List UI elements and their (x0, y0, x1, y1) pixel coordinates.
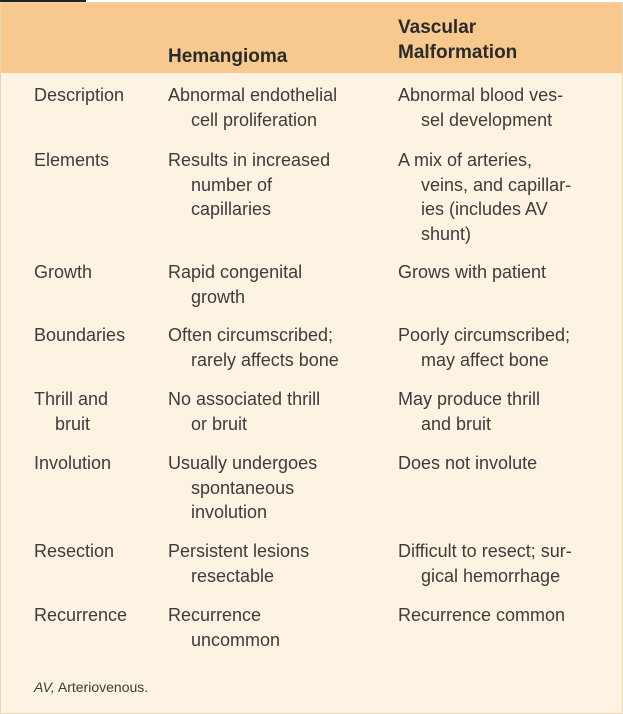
vascular-malformation-cell (398, 323, 610, 372)
footnote-abbr: AV, (34, 679, 55, 695)
hemangioma-cell-line: Usually undergoes (168, 453, 318, 473)
feature-cell (34, 387, 156, 436)
hemangioma-cell-line: No associated thrill (168, 389, 321, 409)
feature-cell-line: Description (34, 85, 125, 105)
vascular-malformation-cell-line: A mix of arteries, (398, 150, 533, 170)
vascular-malformation-cell-line: May produce thrill (398, 389, 541, 409)
feature-cell (34, 451, 156, 476)
hemangioma-cell-line: number of (191, 174, 273, 195)
hemangioma-cell-line: involution (191, 502, 268, 522)
vascular-malformation-cell (398, 539, 610, 588)
vascular-malformation-cell-line: gical hemorrhage (421, 565, 561, 586)
hemangioma-cell (168, 323, 383, 372)
feature-cell-line: Elements (34, 150, 110, 170)
hemangioma-cell-line: Persistent lesions (168, 541, 310, 561)
hemangioma-cell-line: Results in increased (168, 150, 331, 170)
feature-cell (34, 323, 156, 348)
feature-cell-line: Involution (34, 453, 112, 473)
header-vascular-line2: Malformation (398, 42, 518, 63)
vascular-malformation-cell-line: and bruit (421, 413, 492, 434)
hemangioma-cell-line: spontaneous (191, 477, 295, 498)
hemangioma-cell-line: or bruit (191, 413, 248, 434)
vascular-malformation-cell-line: Does not involute (398, 453, 538, 473)
vascular-malformation-cell (398, 387, 610, 436)
footnote-text: Arteriovenous. (54, 679, 149, 695)
hemangioma-cell-line: cell proliferation (191, 109, 318, 130)
feature-cell (34, 603, 156, 628)
table-footnote (34, 679, 148, 695)
vascular-malformation-cell (398, 148, 610, 246)
hemangioma-cell-line: Abnormal endothelial (168, 85, 338, 105)
hemangioma-cell (168, 603, 383, 652)
hemangioma-cell (168, 83, 383, 132)
feature-cell (34, 260, 156, 285)
vascular-malformation-cell-line: veins, and capillar- (421, 174, 572, 195)
hemangioma-cell (168, 387, 383, 436)
hemangioma-cell-line: Often circumscribed; (168, 325, 334, 345)
header-vascular-malformation (398, 15, 608, 65)
feature-cell-line: Boundaries (34, 325, 126, 345)
comparison-table (0, 2, 623, 714)
vascular-malformation-cell-line: Poorly circumscribed; (398, 325, 571, 345)
vascular-malformation-cell-line: sel development (421, 109, 553, 130)
vascular-malformation-cell (398, 83, 610, 132)
hemangioma-cell (168, 148, 383, 222)
feature-cell (34, 539, 156, 564)
vascular-malformation-cell (398, 451, 610, 476)
feature-cell-line: Resection (34, 541, 115, 561)
hemangioma-cell-line: capillaries (191, 199, 272, 219)
hemangioma-cell (168, 260, 383, 309)
hemangioma-cell-line: Rapid congenital (168, 262, 303, 282)
vascular-malformation-cell-line: Abnormal blood ves- (398, 85, 564, 105)
header-hemangioma: Hemangioma (168, 46, 288, 67)
hemangioma-cell (168, 539, 383, 588)
hemangioma-cell-line: resectable (191, 565, 275, 586)
hemangioma-cell-line: growth (191, 286, 246, 307)
vascular-malformation-cell-line: ies (includes AV (421, 199, 548, 219)
hemangioma-cell-line: rarely affects bone (191, 349, 339, 370)
table-header (1, 3, 622, 73)
header-vascular-line1: Vascular (398, 17, 477, 38)
feature-cell-line: Thrill and (34, 389, 109, 409)
vascular-malformation-cell (398, 260, 610, 285)
feature-cell-line: Growth (34, 262, 93, 282)
vascular-malformation-cell (398, 603, 610, 628)
hemangioma-cell-line: Recurrence (168, 605, 262, 625)
vascular-malformation-cell-line: shunt) (421, 223, 472, 244)
vascular-malformation-cell-line: Grows with patient (398, 262, 547, 282)
vascular-malformation-cell-line: Difficult to resect; sur- (398, 541, 572, 561)
hemangioma-cell-line: uncommon (191, 629, 281, 650)
feature-cell-line: Recurrence (34, 605, 128, 625)
feature-cell-line: bruit (55, 413, 91, 434)
hemangioma-cell (168, 451, 383, 525)
feature-cell (34, 148, 156, 173)
feature-cell (34, 83, 156, 108)
vascular-malformation-cell-line: Recurrence common (398, 605, 566, 625)
vascular-malformation-cell-line: may affect bone (421, 349, 549, 370)
